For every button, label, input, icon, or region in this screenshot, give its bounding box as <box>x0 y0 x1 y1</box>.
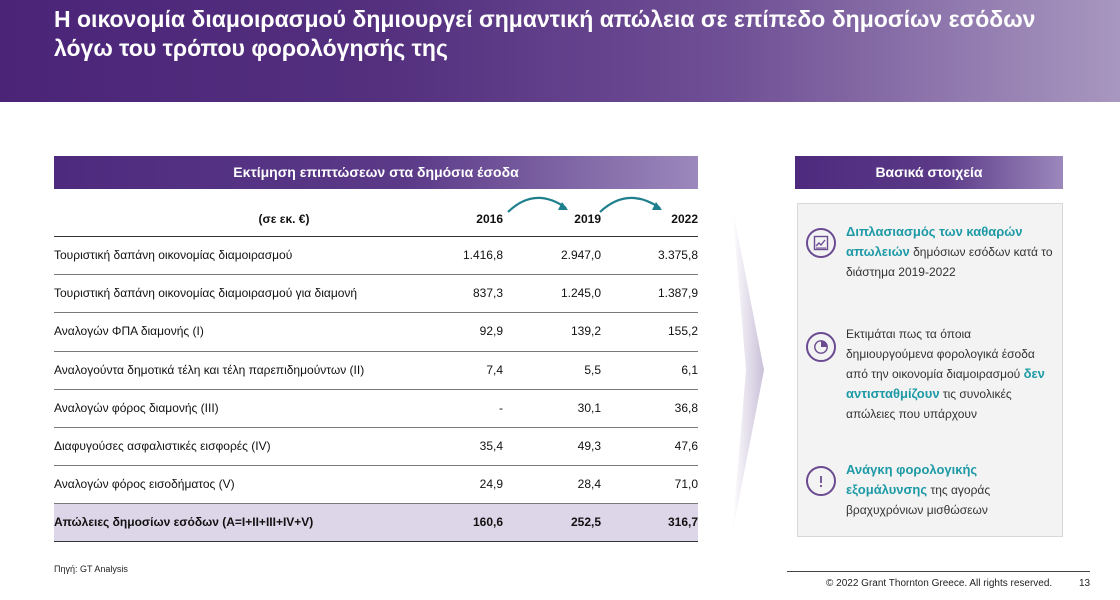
pie-icon <box>806 332 836 362</box>
unit-label: (σε εκ. €) <box>258 212 310 226</box>
row-value-2016: 837,3 <box>472 286 503 301</box>
year-2022: 2022 <box>671 212 698 226</box>
page-number: 13 <box>1079 578 1091 589</box>
table-header: Εκτίμηση επιπτώσεων στα δημόσια έσοδα <box>54 156 698 189</box>
year-2019: 2019 <box>574 212 601 226</box>
table-column-headers <box>54 205 698 235</box>
row-label: Τουριστική δαπάνη οικονομίας διαμοιρασμού <box>54 248 293 262</box>
row-label: Διαφυγούσες ασφαλιστικές εισφορές (IV) <box>54 438 271 453</box>
row-value-2022: 3.375,8 <box>657 248 698 262</box>
row-value-2016: - <box>499 400 503 415</box>
table-row <box>54 427 698 465</box>
title-banner <box>0 0 1120 102</box>
key-point-1-text: δημόσιων εσόδων κατά το διάστημα 2019-2022 <box>846 245 1053 279</box>
row-value-2019: 5,5 <box>584 362 601 377</box>
total-value-2019: 252,5 <box>570 515 601 530</box>
copyright-footer: © 2022 Grant Thornton Greece. All rights reserved. <box>826 578 1053 589</box>
chart-icon <box>806 228 836 258</box>
row-value-2022: 36,8 <box>674 400 698 415</box>
alert-icon <box>806 466 836 496</box>
row-value-2019: 2.947,0 <box>560 248 601 262</box>
row-label: Αναλογούντα δημοτικά τέλη και τέλη παρεπιδημούντων (II) <box>54 362 365 377</box>
row-label: Αναλογών φόρος διαμονής (III) <box>54 400 219 415</box>
table-row <box>54 236 698 274</box>
key-point-2-text-end: τις συνολικές απώλειες που υπάρχουν <box>846 387 1012 421</box>
key-point-2-text: Εκτιμάται πως τα όποια δημιουργούμενα φορολογικά έσοδα από την οικονομία διαμοιρασμού <box>846 327 1035 381</box>
row-label: Αναλογών ΦΠΑ διαμονής (I) <box>54 324 204 339</box>
row-value-2019: 49,3 <box>577 438 601 453</box>
row-value-2019: 1.245,0 <box>560 286 601 301</box>
row-value-2022: 71,0 <box>674 477 698 492</box>
year-2016: 2016 <box>476 212 503 226</box>
table-row <box>54 312 698 350</box>
table-row <box>54 274 698 312</box>
chevron-right-icon <box>730 205 766 535</box>
row-value-2016: 24,9 <box>479 477 503 492</box>
footer-divider <box>787 571 1090 572</box>
row-value-2019: 139,2 <box>570 324 601 339</box>
row-value-2016: 7,4 <box>486 362 503 377</box>
panel-header: Βασικά στοιχεία <box>795 156 1063 189</box>
row-label: Τουριστική δαπάνη οικονομίας διαμοιρασμού για διαμονή <box>54 286 358 301</box>
row-value-2016: 35,4 <box>479 438 503 453</box>
total-value-2022: 316,7 <box>667 515 698 530</box>
row-value-2022: 1.387,9 <box>657 286 698 301</box>
total-label: Απώλειες δημοσίων εσόδων (A=I+II+III+IV+V) <box>54 515 314 530</box>
table-row <box>54 351 698 389</box>
key-point-3-text: της αγοράς βραχυχρόνιων μισθώσεων <box>846 483 991 517</box>
row-value-2022: 6,1 <box>681 362 698 377</box>
key-point-1-highlight: Διπλασιασμός των καθαρών απωλειών <box>846 224 1023 259</box>
key-point-2-highlight: δεν αντισταθμίζουν <box>846 366 1045 401</box>
row-value-2016: 1.416,8 <box>462 248 503 262</box>
table-row <box>54 465 698 503</box>
total-row <box>54 503 698 541</box>
row-label: Αναλογών φόρος εισοδήματος (V) <box>54 477 235 492</box>
row-value-2022: 155,2 <box>667 324 698 339</box>
key-points-panel <box>797 203 1063 537</box>
row-value-2019: 30,1 <box>577 400 601 415</box>
table-row <box>54 389 698 427</box>
row-value-2016: 92,9 <box>479 324 503 339</box>
source-note: Πηγή: GT Analysis <box>54 564 128 574</box>
revenue-table <box>54 236 698 542</box>
key-point-3-highlight: Ανάγκη φορολογικής εξομάλυνσης <box>846 462 978 497</box>
row-value-2022: 47,6 <box>674 438 698 453</box>
page-title: Η οικονομία διαμοιρασμού δημιουργεί σημαντική απώλεια σε επίπεδο δημοσίων εσόδων λόγω του τρόπου φορολόγησής της <box>54 6 1036 61</box>
total-value-2016: 160,6 <box>472 515 503 530</box>
row-value-2019: 28,4 <box>577 477 601 492</box>
